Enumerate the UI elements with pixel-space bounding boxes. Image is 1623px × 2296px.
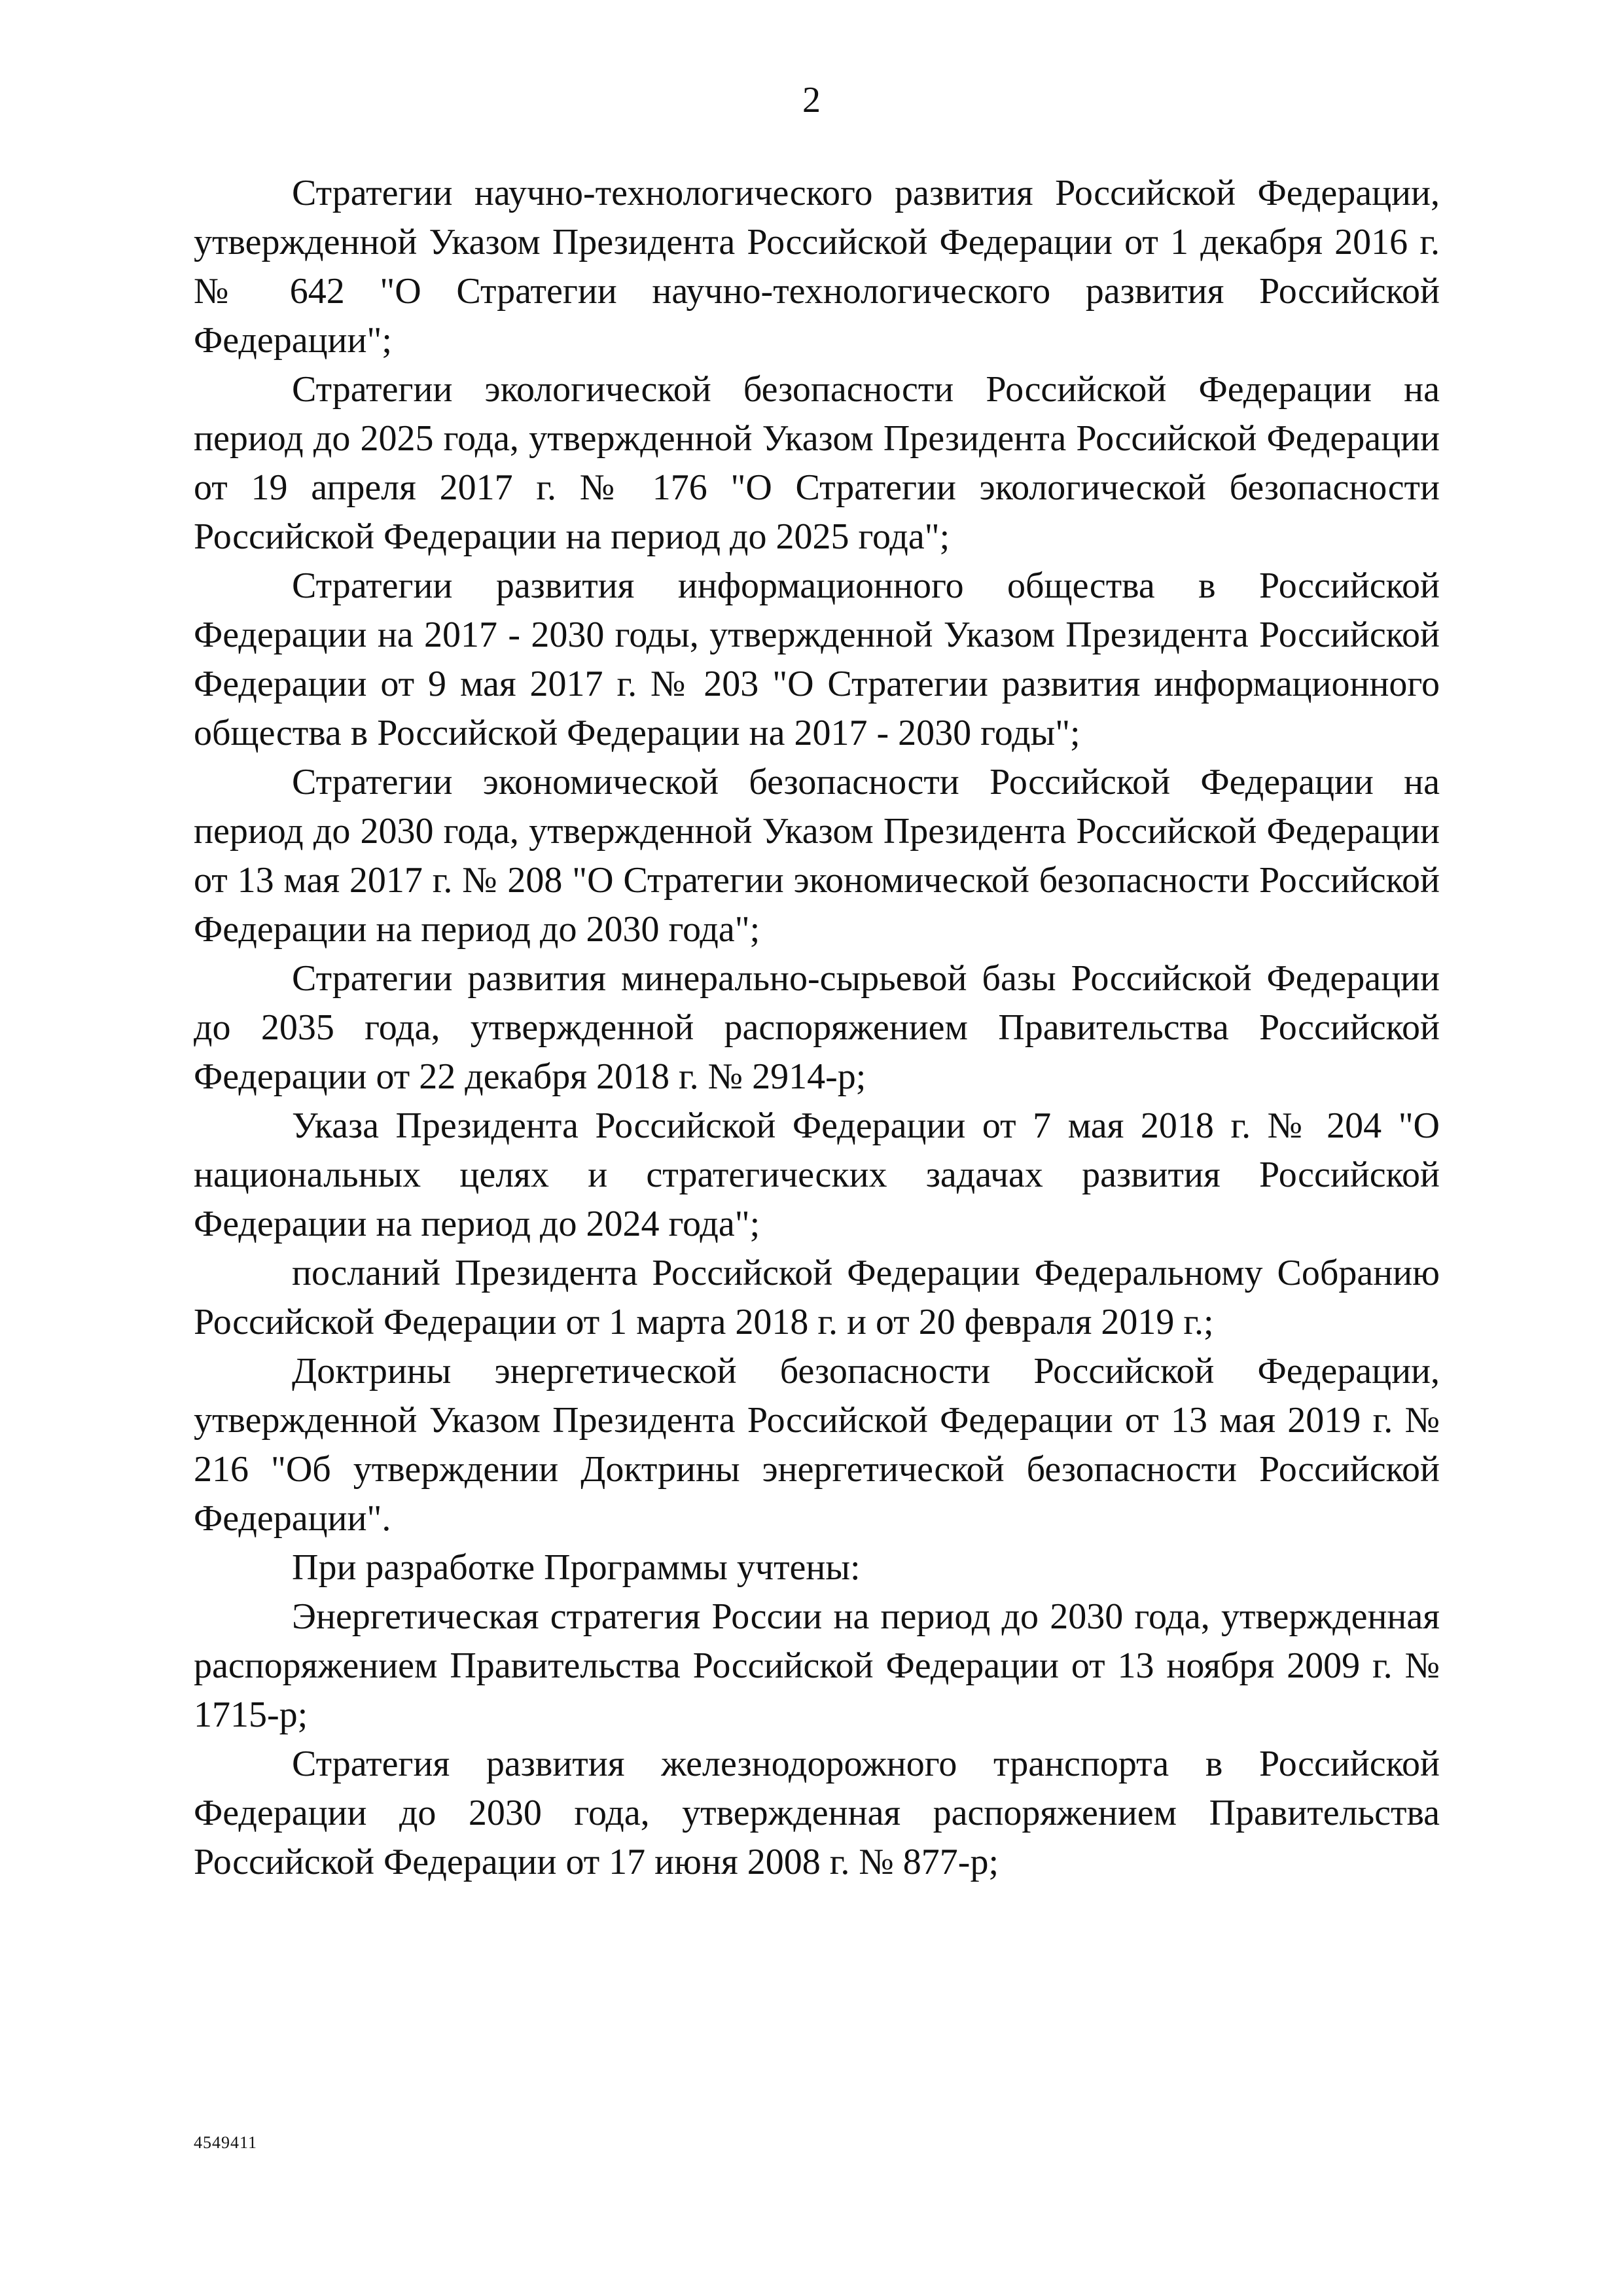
paragraph-program-considered: При разработке Программы учтены:	[292, 1547, 861, 1588]
paragraph-energy-security-doctrine: Доктрины энергетической безопасности Российской Федерации, утвержденной Указом Президента Российской Федерации от 13 мая 2019 г. № 216 "Об утверждении Доктрины энергетической безопасности Российской Федерации".	[194, 1351, 1440, 1539]
page-number: 2	[802, 80, 821, 120]
paragraph-energy-strategy: Энергетическая стратегия России на период до 2030 года, утвержденная распоряжением Правительства Российской Федерации от 13 ноября 2009 г. № 1715-р;	[194, 1596, 1440, 1735]
document-body	[194, 169, 1440, 1887]
paragraph-ecological-security-strategy: Стратегии экологической безопасности Российской Федерации на период до 2025 года, утвержденной Указом Президента Российской Федерации от 19 апреля 2017 г. № 176 "О Стратегии экологической безопасности Российской Федерации на период до 2025 года";	[194, 369, 1440, 557]
paragraph-mineral-resource-strategy: Стратегии развития минерально-сырьевой базы Российской Федерации до 2035 года, утвержденной распоряжением Правительства Российской Федерации от 22 декабря 2018 г. № 2914-р;	[194, 958, 1440, 1097]
paragraph-presidential-addresses: посланий Президента Российской Федерации Федеральному Собранию Российской Федерации от 1 марта 2018 г. и от 20 февраля 2019 г.;	[194, 1253, 1440, 1342]
paragraph-national-goals-decree: Указа Президента Российской Федерации от 7 мая 2018 г. № 204 "О национальных целях и стратегических задачах развития Российской Федерации на период до 2024 года";	[194, 1105, 1440, 1244]
paragraph-science-tech-strategy: Стратегии научно-технологического развития Российской Федерации, утвержденной Указом Президента Российской Федерации от 1 декабря 2016 г. № 642 "О Стратегии научно-технологического развития Российской Федерации";	[194, 173, 1440, 361]
paragraph-economic-security-strategy: Стратегии экономической безопасности Российской Федерации на период до 2030 года, утвержденной Указом Президента Российской Федерации от 13 мая 2017 г. № 208 "О Стратегии экономической безопасности Российской Федерации на период до 2030 года";	[194, 762, 1440, 950]
document-code: 4549411	[194, 2133, 258, 2152]
paragraph-information-society-strategy: Стратегии развития информационного общества в Российской Федерации на 2017 - 2030 годы, утвержденной Указом Президента Российской Федерации от 9 мая 2017 г. № 203 "О Стратегии развития информационного общества в Российской Федерации на 2017 - 2030 годы";	[194, 565, 1440, 753]
paragraph-railway-strategy: Стратегия развития железнодорожного транспорта в Российской Федерации до 2030 года, утвержденная распоряжением Правительства Российской Федерации от 17 июня 2008 г. № 877-р;	[194, 1744, 1440, 1882]
